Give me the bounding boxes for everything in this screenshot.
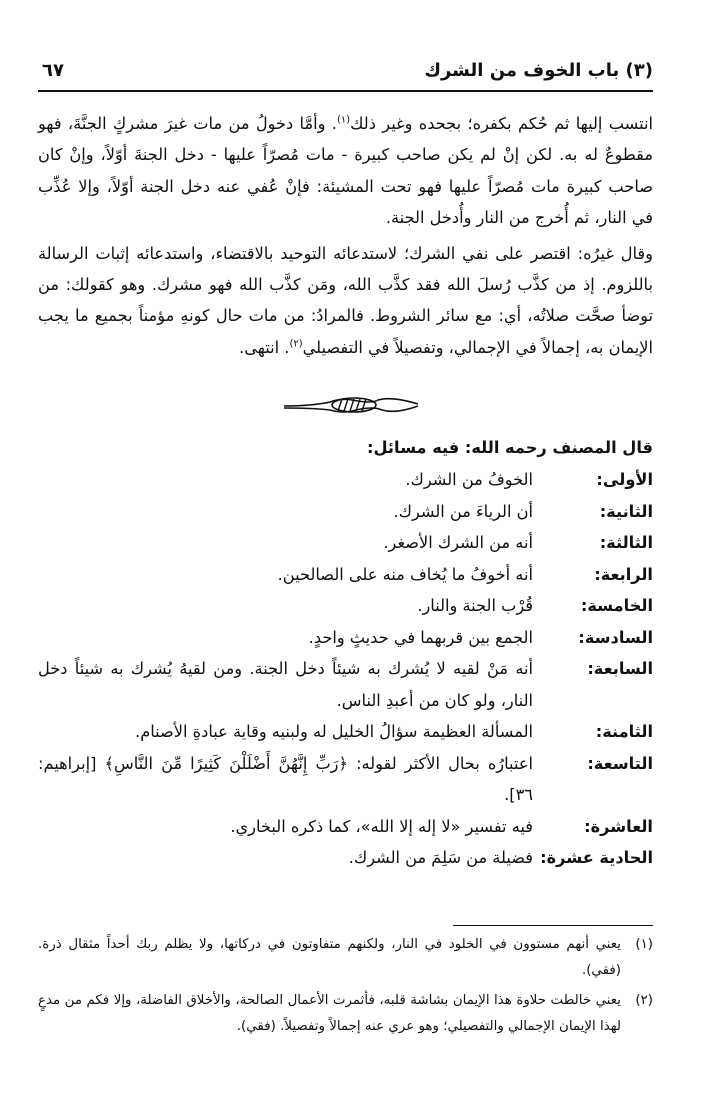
paragraph xyxy=(38,238,653,364)
issue-item xyxy=(38,622,653,654)
issue-text: فيه تفسير «لا إله إلا الله»، كما ذكره البخاري. xyxy=(230,816,533,836)
chapter-title: (٣) باب الخوف من الشرك xyxy=(424,60,653,81)
issue-item xyxy=(38,842,653,874)
issue-label: الثانية: xyxy=(599,501,653,521)
issue-item xyxy=(38,590,653,622)
issue-label: الثالثة: xyxy=(599,533,653,552)
issue-label: الخامسة: xyxy=(580,596,653,615)
footnote xyxy=(38,932,653,984)
issue-item xyxy=(38,811,653,843)
footnote-reference[interactable]: (١) xyxy=(336,114,351,126)
issue-item xyxy=(38,748,653,811)
issue-label: السابعة: xyxy=(587,659,653,678)
issue-label: الأولى: xyxy=(596,470,653,489)
issue-label: الثامنة: xyxy=(595,722,653,741)
footnote xyxy=(38,988,653,1040)
issue-text: أن الرياءَ من الشرك. xyxy=(393,501,533,521)
issue-text: فضيلة من سَلِمَ من الشرك. xyxy=(348,848,533,867)
page-number: ٦٧ xyxy=(42,60,64,81)
paragraph xyxy=(38,108,653,234)
issue-item xyxy=(38,527,653,559)
footnote-number: (٢) xyxy=(635,993,653,1008)
issue-item xyxy=(38,464,653,496)
paragraph-text: . انتهى. xyxy=(239,337,290,357)
issue-label: السادسة: xyxy=(578,627,653,647)
footnote-number: (١) xyxy=(635,937,653,952)
issue-label: العاشرة: xyxy=(584,816,653,836)
issues-heading: قال المصنف رحمه الله: فيه مسائل: xyxy=(367,438,653,457)
running-header xyxy=(38,58,653,92)
issue-text: المسألة العظيمة سؤالُ الخليل له ولبنيه وقاية عبادةِ الأصنام. xyxy=(135,722,533,741)
issue-text: الخوفُ من الشرك. xyxy=(405,470,533,489)
paragraph-text: انتسب إليها ثم حُكم بكفره؛ بجحده وغير ذلك xyxy=(350,114,654,133)
issue-item xyxy=(38,716,653,748)
issue-label: الرابعة: xyxy=(594,564,653,584)
issue-item xyxy=(38,496,653,528)
issue-item xyxy=(38,653,653,716)
issues-section xyxy=(38,432,653,874)
footnote-text: يعني أنهم مستوون في الخلود في النار، ولكنهم متفاوتون في دركاتها، ولا يظلم ربك أحداً مثقال ذرة. (فقي). xyxy=(38,937,621,978)
issue-text: أنه مَنْ لقيه لا يُشرك به شيئاً دخل الجنة. ومن لقيهُ يُشرك به شيئاً دخل النار، ولو كان من أعبدِ الناس. xyxy=(38,659,533,710)
footnote-separator xyxy=(453,925,653,926)
issue-text: أنه من الشرك الأصغر. xyxy=(383,533,533,552)
issue-text: أنه أخوفُ ما يُخاف منه على الصالحين. xyxy=(277,564,533,584)
issue-text: قُرْب الجنة والنار. xyxy=(417,596,533,615)
issue-label: التاسعة: xyxy=(587,753,653,773)
footnote-reference[interactable]: (٢) xyxy=(289,338,303,350)
paragraph-text: . وأمَّا دخولُ من مات غيرَ مشركٍ الجنَّةَ، فهو مقطوعٌ له به. لكن إنْ لم يكن صاحب كبيرة - مات مُصرّاً عليها - دخل الجنةَ أوّلاً، وإنْ كان صاحب كبيرة مات مُصرّاً عليها فهو تحت المشيئة: فإنْ عُفي عنه دخل الجنة أوّلاً، وإلا عُذِّب في النار، ثم أُخرج من النار وأُدخل الجنة. xyxy=(38,114,653,228)
issue-item xyxy=(38,559,653,591)
issue-text: اعتبارُه بحال الأكثر لقوله: ﴿رَبِّ إِنَّهُنَّ أَضْلَلْنَ كَثِيرًا مِّنَ النَّاسِ﴾ [إبراهيم: ٣٦]. xyxy=(38,753,533,804)
footnote-text: يعني خالطت حلاوة هذا الإيمان بشاشة قلبه، فأثمرت الأعمال الصالحة، والأخلاق الفاضلة، وإلا فكم من مدعٍ لهذا الإيمان الإجمالي والتفصيلي؛ وهو عري عنه إجمالاً وتفصيلاً. (فقي). xyxy=(38,993,621,1034)
section-divider-ornament xyxy=(282,394,420,416)
issue-label: الحادية عشرة: xyxy=(540,848,653,867)
footnotes xyxy=(38,932,653,1044)
main-text xyxy=(38,108,653,363)
paragraph-text: وقال غيرُه: اقتصر على نفي الشرك؛ لاستدعائه التوحيد بالاقتضاء، واستدعائه إثبات الرسالة باللزوم. إذ من كذَّب رُسلَ الله فقد كذَّب الله، ومَن كذَّب الله فهو مشرك. وهو كقولك: من توضأ صحَّت صلاتُه، أي: مع سائر الشروط. فالمرادُ: من مات حال كونهِ مؤمناً بجميع ما يجب الإيمان به، إجمالاً في الإجمالي، وتفصيلاً في التفصيلي xyxy=(38,243,653,357)
issue-text: الجمع بين قربهما في حديثٍ واحدٍ. xyxy=(308,627,533,647)
